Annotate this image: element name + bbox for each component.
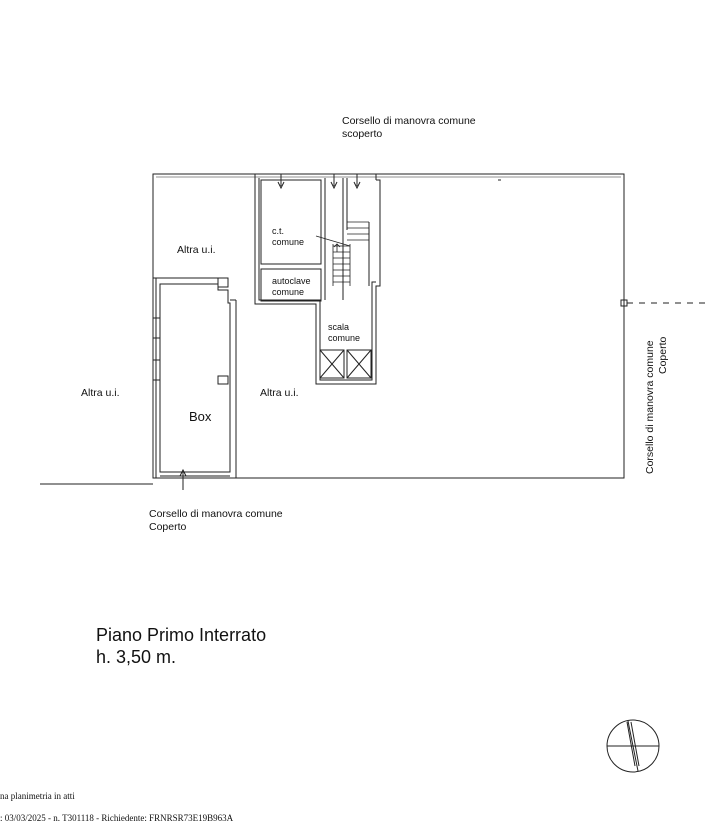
label-corsello-right: Corsello di manovra comune Coperto — [644, 336, 669, 474]
outer-wall — [153, 174, 624, 478]
label-corsello-top: Corsello di manovra comune scoperto — [342, 115, 476, 140]
room-ct — [261, 180, 321, 264]
label-corsello-bottom: Corsello di manovra comune Coperto — [149, 508, 283, 533]
column — [218, 278, 228, 287]
box-door — [160, 472, 230, 476]
north-arrow-icon — [607, 720, 659, 772]
label-scala: scala comune — [328, 322, 361, 343]
label-altra-ui-left: Altra u.i. — [81, 387, 120, 399]
label-autoclave: autoclave comune — [272, 276, 311, 297]
box-room-wall-outer — [156, 278, 236, 478]
footer-line-1: na planimetria in atti — [0, 791, 75, 801]
label-altra-ui-center: Altra u.i. — [260, 387, 299, 399]
label-altra-ui-topleft: Altra u.i. — [177, 244, 216, 256]
plan-title: Piano Primo Interrato h. 3,50 m. — [96, 625, 267, 667]
column — [218, 376, 228, 384]
footer-line-2: : 03/03/2025 - n. T301118 - Richiedente: FRNRSR73E19B963A — [0, 813, 234, 823]
partition — [153, 278, 218, 284]
label-box: Box — [189, 409, 212, 424]
label-ct: c.t. comune — [272, 226, 305, 247]
